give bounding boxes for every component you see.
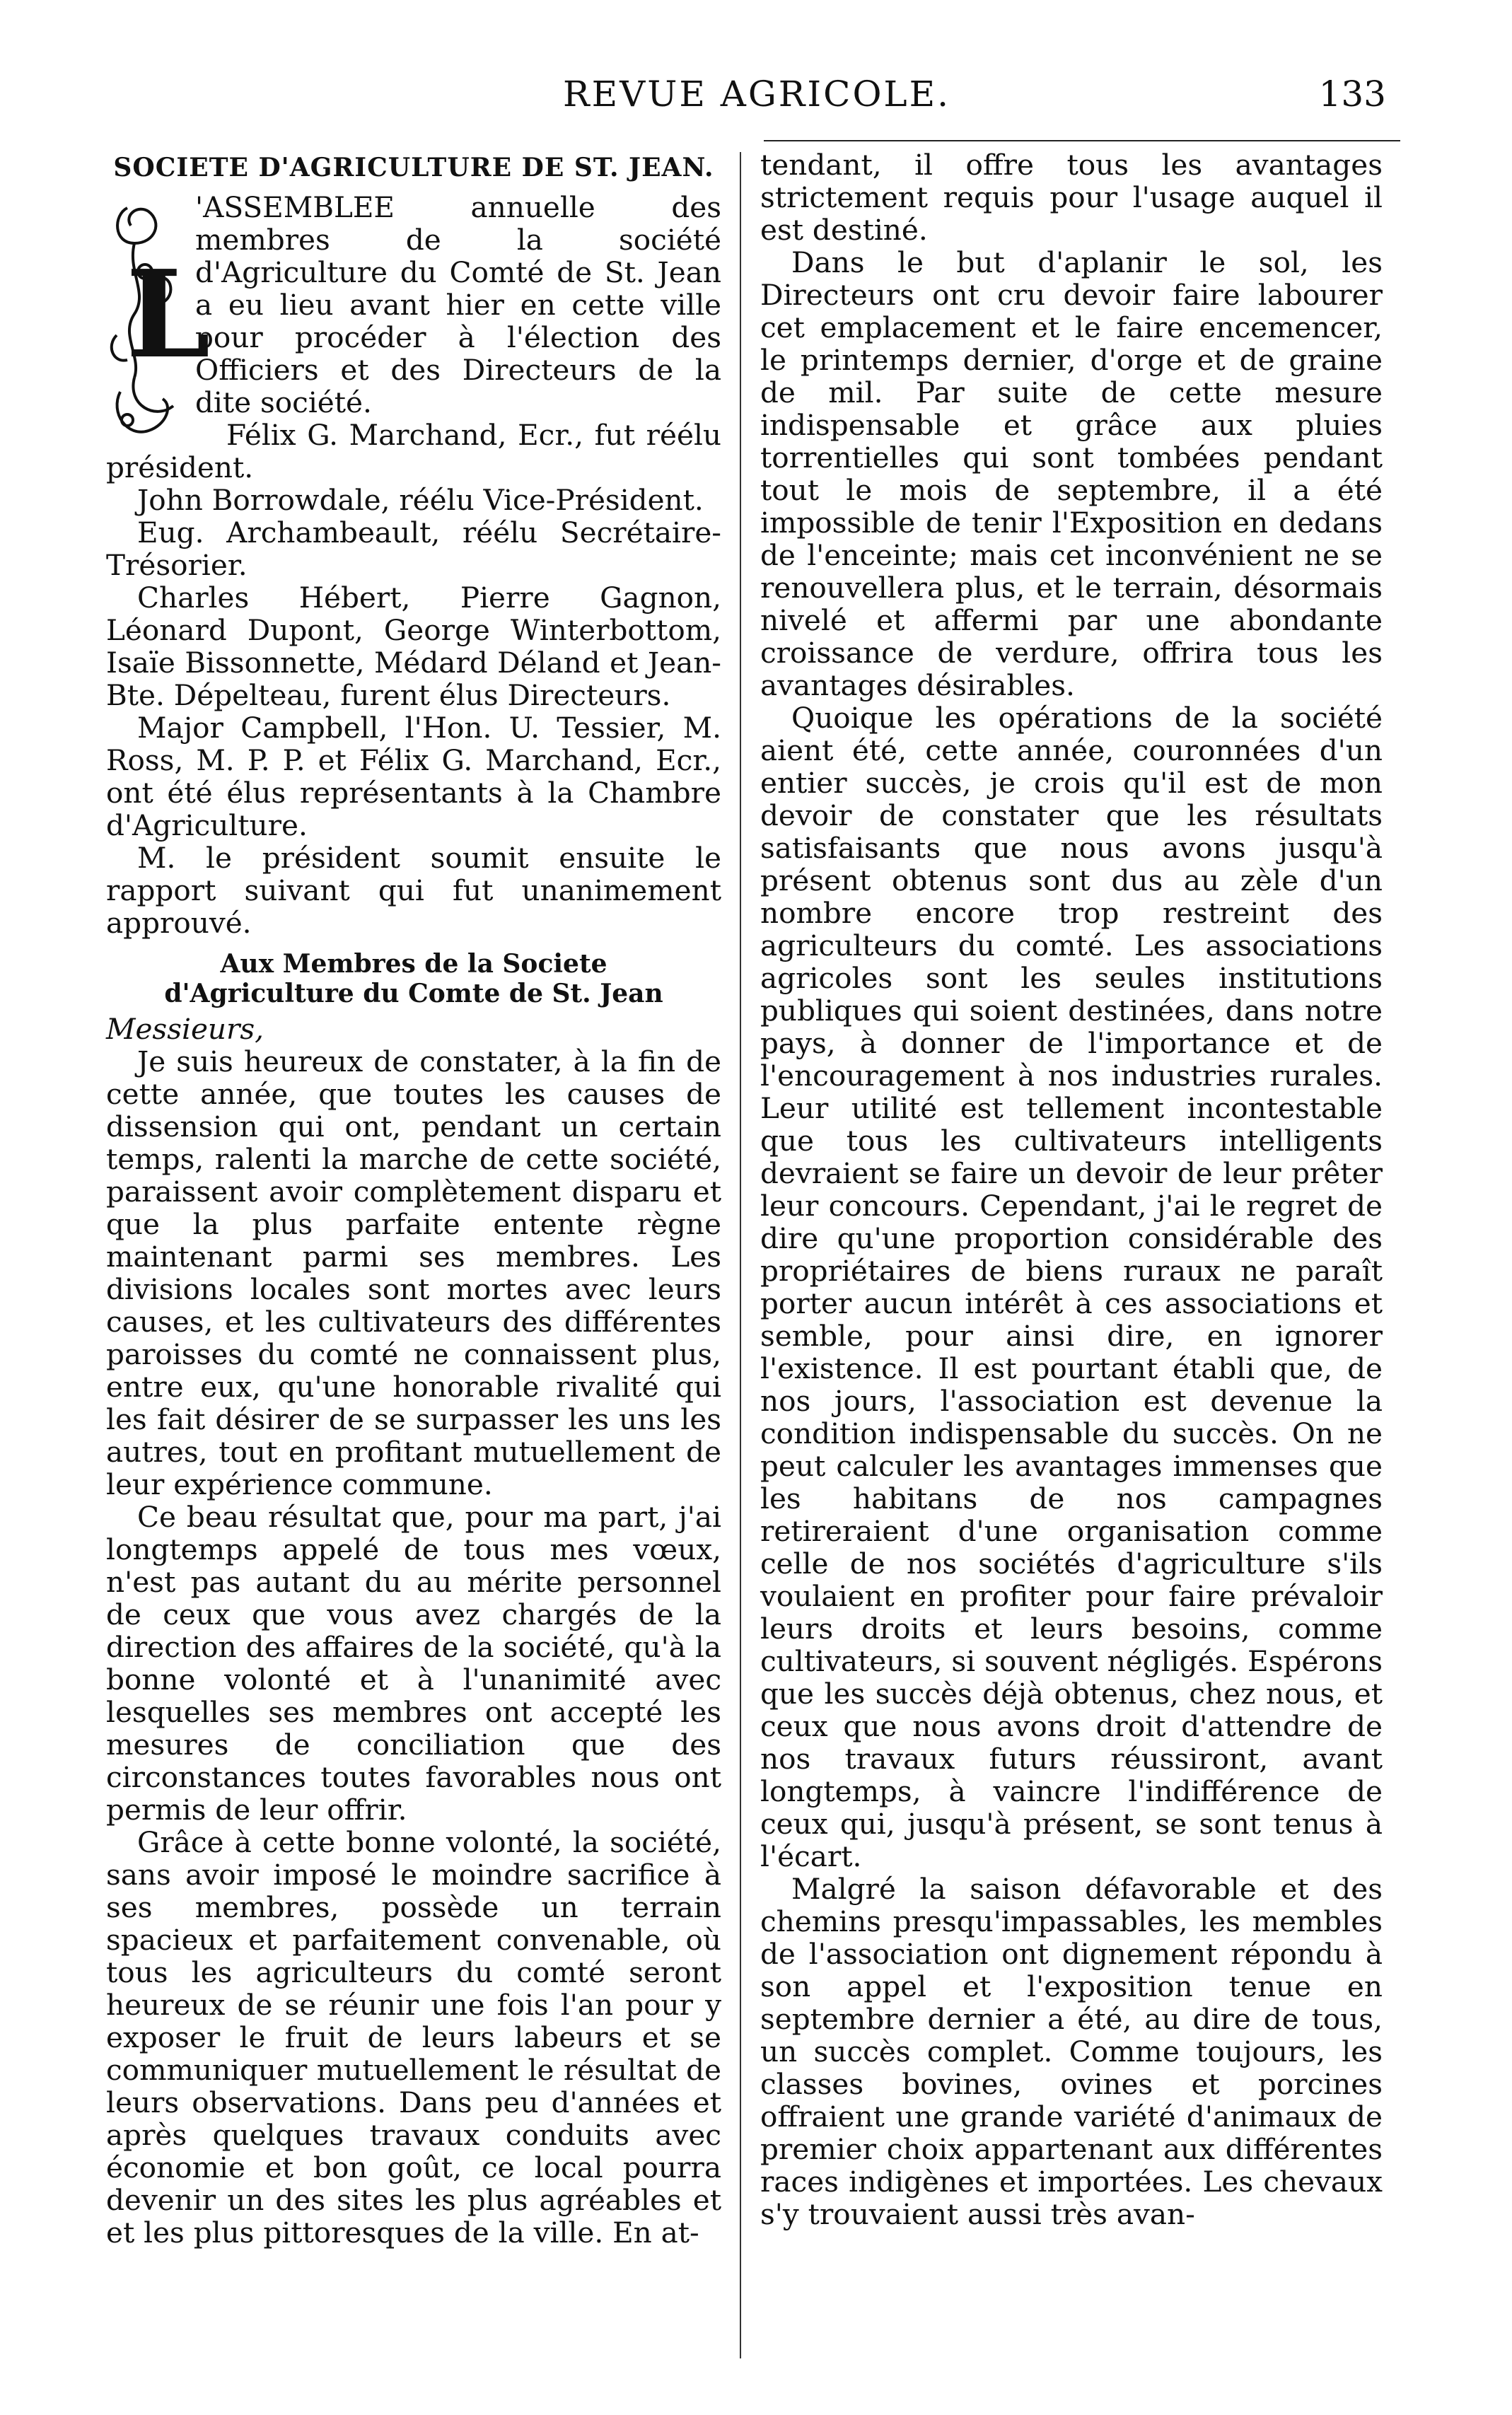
paragraph-exposition: Malgré la saison défavorable et des chemins presqu'impassables, les membles de l'association ont dignement répondu à son appel et l'exposition tenue en septembre dernier a été, au dire de tous, un succès complet. Comme toujours, les classes bovines, ovines et porcines offraient une grande variété d'animaux de premier choix appartenant aux différentes races indigènes et importées. Les chevaux s'y trouvaient aussi très avan- <box>760 1872 1383 2231</box>
paragraph-operations: Quoique les opérations de la société aient été, cette année, couronnées d'un entier succès, je crois qu'il est de mon devoir de constater que les résultats satisfaisants que nous avons jusqu'à présent obtenus sont dus au zèle d'un nombre encore trop restreint des agriculteurs du comté. Les associations agricoles sont les seules institutions publiques qui soient destinées, dans notre pays, à donner de l'importance et de l'encouragement à nos industries rurales. Leur utilité est tellement incontestable que tous les cultivateurs intelligents devraient se faire un devoir de leur prêter leur concours. Cependant, j'ai le regret de dire qu'une proportion considérable des propriétaires de biens ruraux ne paraît porter aucun intérêt à ces associations et semble, pour ainsi dire, en ignorer l'existence. Il est pourtant établi que, de nos jours, l'association est devenue la condition indispensable du succès. On ne peut calculer les avantages immenses que les habitans de nos campagnes retireraient d'une organisation comme celle de nos sociétés d'agriculture s'ils voulaient en profiter pour faire prévaloir leurs droits et leurs besoins, comme cultivateurs, si souvent négligés. Espérons que les succès déjà obtenus, chez nous, et ceux que nous avons droit d'attendre de nos travaux futurs réussiront, avant longtemps, à vaincre l'indifférence de ceux qui, jusqu'à présent, se sont tenus à l'écart. <box>760 701 1383 1873</box>
paragraph-secretaire: Eug. Archambeault, réélu Secrétaire-Trésorier. <box>106 516 721 582</box>
paragraph-terrain: Dans le but d'aplanir le sol, les Directeurs ont cru devoir faire labourer cet emplacement et le faire encemencer, le printemps dernier, d'orge et de graine de mil. Par suite de cette mesure indispensable et grâce aux pluies torrentielles qui sont tombées pendant tout le mois de septembre, il a été impossible de tenir l'Exposition en dedans de l'enceinte; mais cet inconvénient ne se renouvellera plus, et le terrain, désormais nivelé et affermi par une abondante croissance de verdure, offrira tous les avantages désirables. <box>760 245 1383 702</box>
header-rule <box>764 140 1400 141</box>
paragraph-assemblee <box>106 191 721 419</box>
svg-text:L: L <box>126 244 211 385</box>
paragraph-continued: tendant, il offre tous les avantages strictement requis pour l'usage auquel il est destiné. <box>760 148 1383 247</box>
paragraph-report-3: Grâce à cette bonne volonté, la société, sans avoir imposé le moindre sacrifice à ses membres, possède un terrain spacieux et parfaitement convenable, où tous les agriculteurs du comté seront heureux de se réunir une fois l'an pour y exposer le fruit de leurs labeurs et se communiquer mutuellement le résultat de leurs observations. Dans peu d'années et après quelques travaux conduits avec économie et bon goût, ce local pourra devenir un des sites les plus agréables et et les plus pittoresques de la ville. En at- <box>106 1825 721 2250</box>
paragraph-president: Félix G. Marchand, Ecr., fut réélu président. <box>106 418 721 484</box>
paragraph-directeurs: Charles Hébert, Pierre Gagnon, Léonard Dupont, George Winterbottom, Isaïe Bissonnette, Médard Déland et Jean-Bte. Dépelteau, furent élus Directeurs. <box>106 581 721 712</box>
right-column <box>760 149 1383 2355</box>
salutation: Messieurs, <box>106 1012 264 1046</box>
paragraph-report-2: Ce beau résultat que, pour ma part, j'ai longtemps appelé de tous mes vœux, n'est pas autant du au mérite personnel de ceux que vous avez chargés de la direction des affaires de la société, qu'à la bonne volonté et à l'unanimité avec lesquelles ses membres ont accepté les mesures de conciliation que des circonstances toutes favorables nous ont permis de leur offrir. <box>106 1500 721 1827</box>
paragraph-vice-president: John Borrowdale, réélu Vice-Président. <box>137 483 704 517</box>
left-column <box>106 149 721 2355</box>
address-heading: Aux Membres de la Societe d'Agriculture du Comte de St. Jean <box>164 949 663 1008</box>
column-divider <box>740 152 741 2358</box>
page-number: 133 <box>1318 74 1386 115</box>
paragraph-text: annuelle des membres de la société d'Agriculture du Comté de St. Jean a eu lieu avant hier en cette ville pour procéder à l'élection des Officiers et des Directeurs de la dite société. <box>195 190 721 419</box>
paragraph-rapport: M. le président soumit ensuite le rapport suivant qui fut unanimement approuvé. <box>106 841 721 940</box>
ornamental-drop-cap-icon <box>106 194 211 448</box>
paragraph-report-1: Je suis heureux de constater, à la fin de cette année, que toutes les causes de dissension qui ont, pendant un certain temps, ralenti la marche de cette société, paraissent avoir complètement disparu et que la plus parfaite entente règne maintenant parmi ses membres. Les divisions locales sont mortes avec leurs causes, et les cultivateurs des différentes paroisses du comté ne connaissent plus, entre eux, qu'une honorable rivalité qui les fait désirer de se surpasser les uns les autres, tout en profitant mutuellement de leur expérience commune. <box>106 1044 721 1501</box>
journal-title: REVUE AGRICOLE. <box>562 74 951 115</box>
running-head <box>127 74 1386 123</box>
lead-word: 'ASSEMBLEE <box>195 190 395 224</box>
section-heading: SOCIETE D'AGRICULTURE DE ST. JEAN. <box>113 153 714 182</box>
paragraph-representants: Major Campbell, l'Hon. U. Tessier, M. Ross, M. P. P. et Félix G. Marchand, Ecr., ont été élus représentants à la Chambre d'Agriculture. <box>106 711 721 842</box>
